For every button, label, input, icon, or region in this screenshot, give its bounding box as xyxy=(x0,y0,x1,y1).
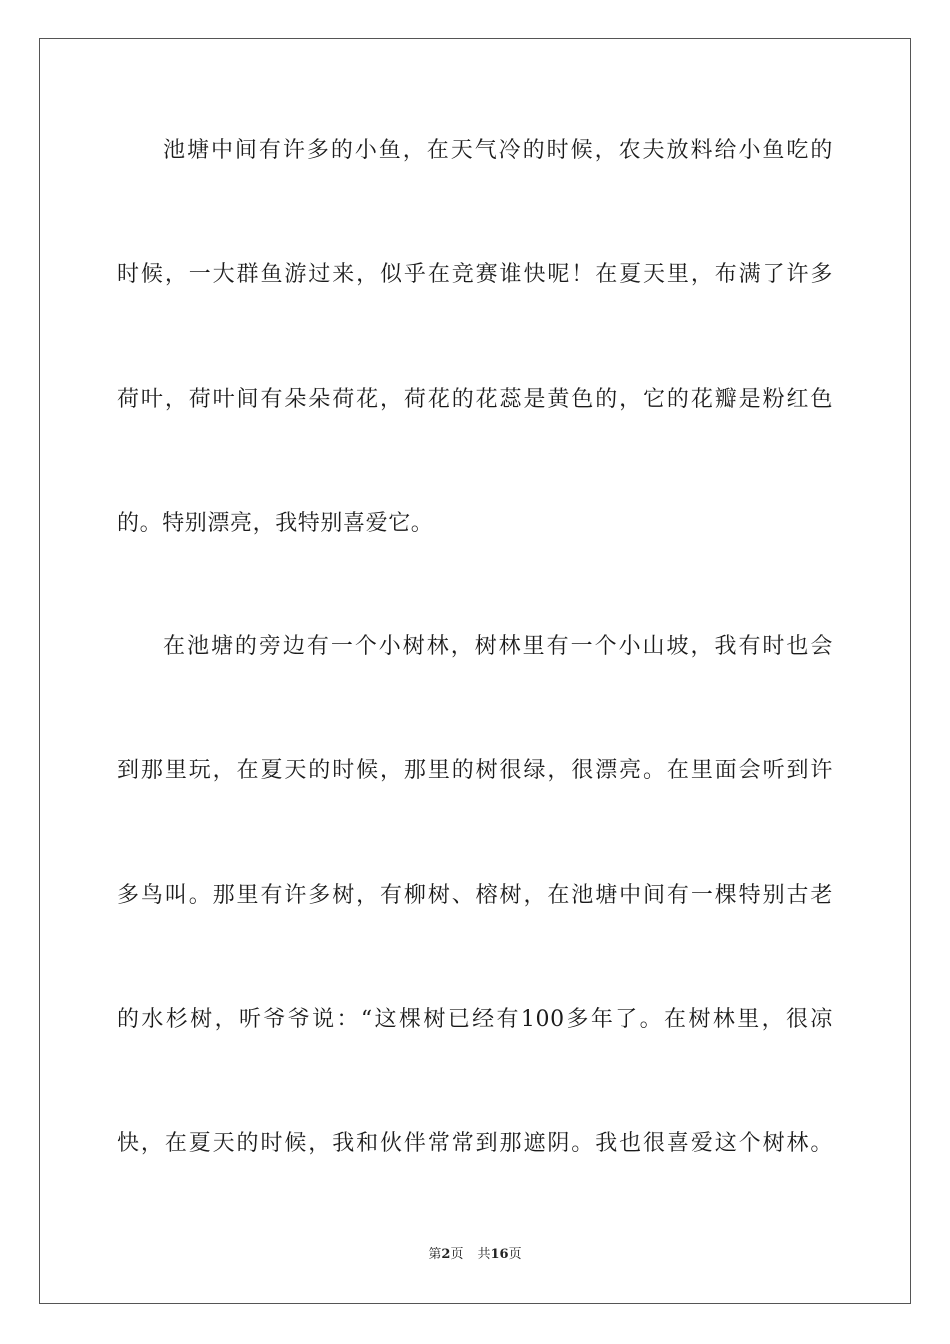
text-line: 时候，一大群鱼游过来，似乎在竞赛谁快呢！在夏天里，布满了许多 xyxy=(117,262,833,287)
page-number: 2 xyxy=(441,1247,451,1262)
text-line: 池塘中间有许多的小鱼，在天气冷的时候，农夫放料给小鱼吃的 xyxy=(163,138,833,163)
total-suffix: 页 xyxy=(508,1247,522,1262)
text-line: 的水杉树，听爷爷说：“这棵树已经有100多年了。在树林里，很凉 xyxy=(117,1007,833,1032)
page-suffix: 页 xyxy=(450,1247,464,1262)
total-pages: 16 xyxy=(490,1247,509,1262)
text-line: 的。特别漂亮，我特别喜爱它。 xyxy=(117,511,434,536)
text-line: 快，在夏天的时候，我和伙伴常常到那遮阴。我也很喜爱这个树林。 xyxy=(117,1131,833,1156)
text-line: 到那里玩，在夏天的时候，那里的树很绿，很漂亮。在里面会听到许 xyxy=(117,758,833,783)
page-prefix: 第 xyxy=(428,1247,442,1262)
page-border xyxy=(39,38,911,1304)
text-line: 在池塘的旁边有一个小树林，树林里有一个小山坡，我有时也会 xyxy=(163,634,833,659)
total-prefix: 共 xyxy=(477,1247,491,1262)
text-line: 多鸟叫。那里有许多树，有柳树、榕树，在池塘中间有一棵特别古老 xyxy=(117,883,833,908)
page-footer xyxy=(0,1247,950,1263)
text-line: 荷叶，荷叶间有朵朵荷花，荷花的花蕊是黄色的，它的花瓣是粉红色 xyxy=(117,387,833,412)
